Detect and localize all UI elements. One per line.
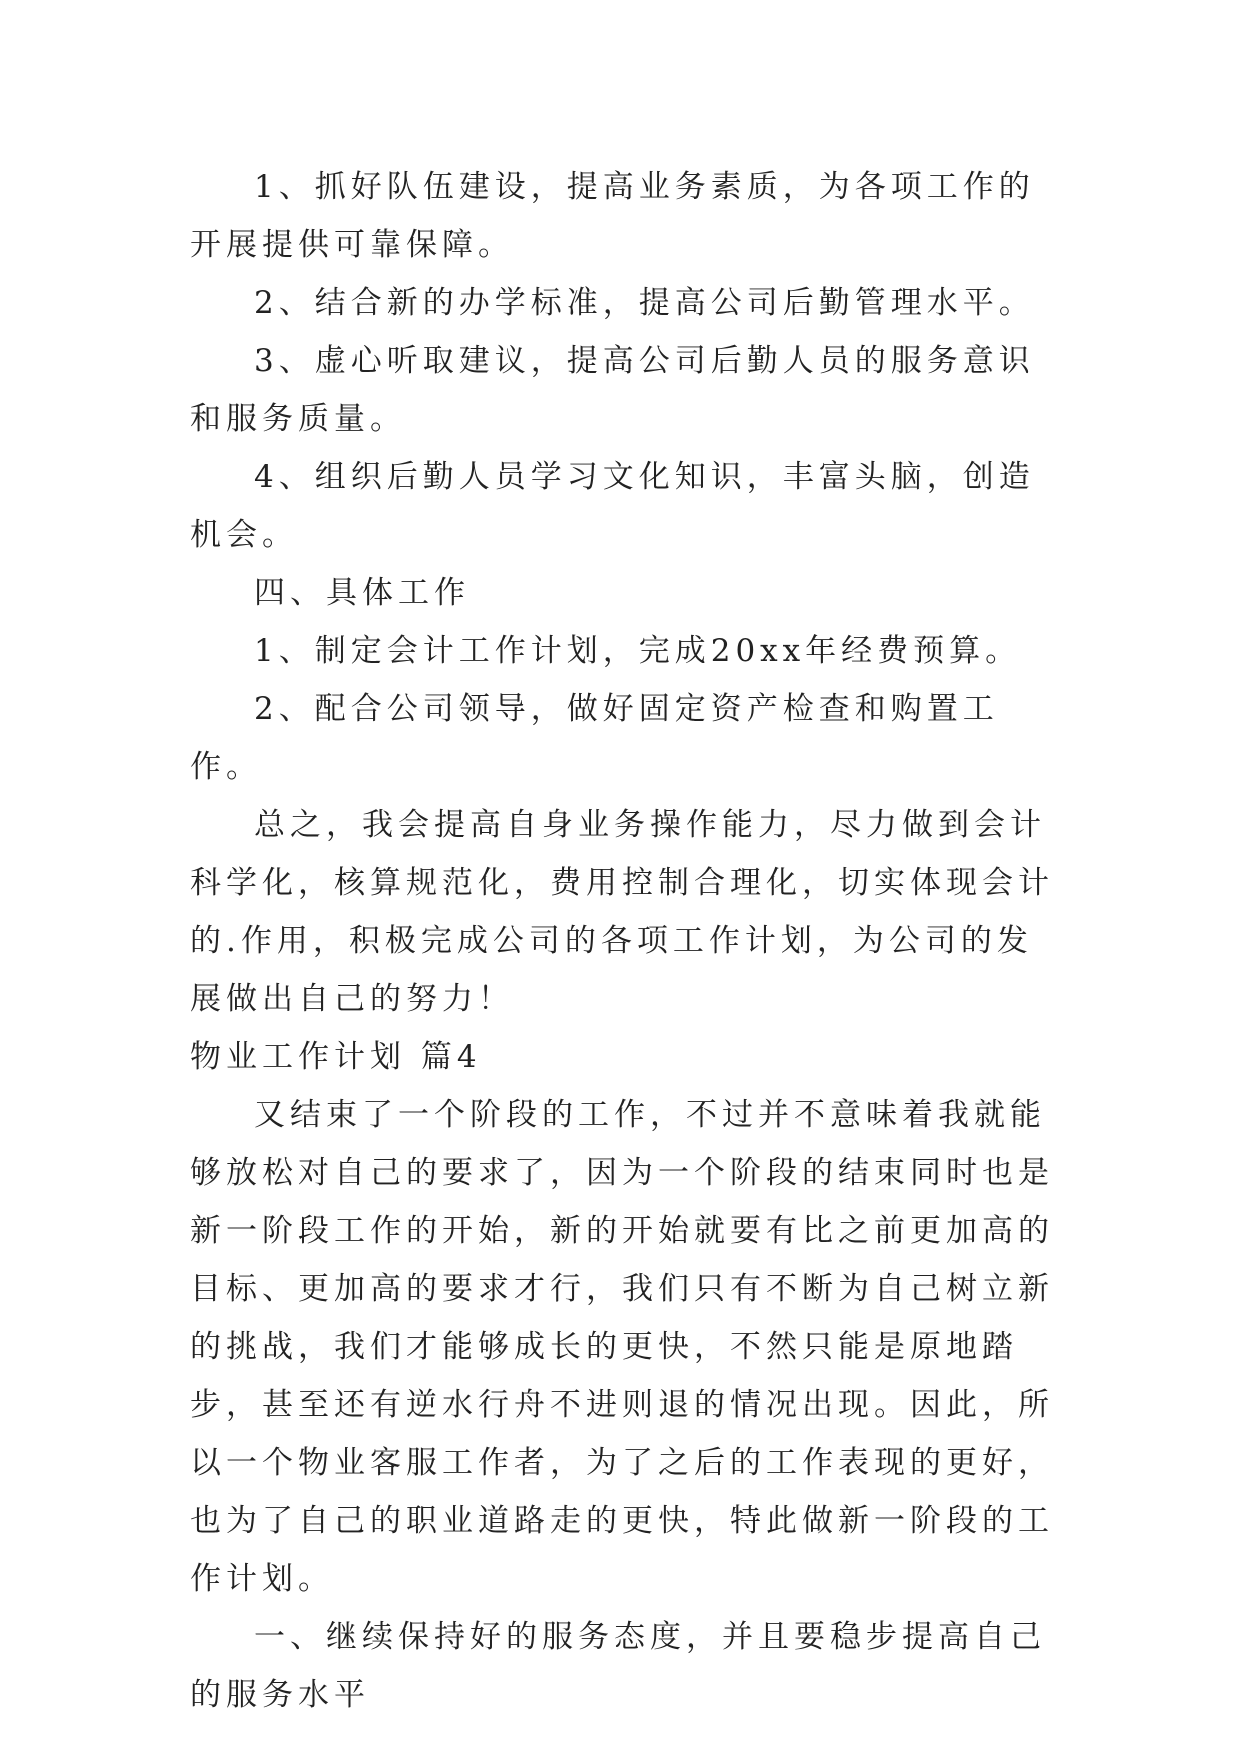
paragraph-team-building: 1、抓好队伍建设，提高业务素质，为各项工作的开展提供可靠保障。 — [190, 169, 1035, 263]
article-title: 物业工作计划 篇4 — [190, 1039, 482, 1075]
paragraph-accounting-plan: 1、制定会计工作计划，完成20xx年经费预算。 — [254, 633, 1022, 669]
paragraph-service-attitude: 一、继续保持好的服务态度，并且要稳步提高自己的服务水平 — [190, 1619, 1046, 1713]
section-heading-specific-work: 四、具体工作 — [254, 575, 470, 611]
paragraph-introduction: 又结束了一个阶段的工作，不过并不意味着我就能够放松对自己的要求了，因为一个阶段的结束同时也是新一阶段工作的开始，新的开始就要有比之前更加高的目标、更加高的要求才行，我们只有不断为自己树立新的挑战，我们才能够成长的更快，不然只能是原地踏步，甚至还有逆水行舟不进则退的情况出现。因此，所以一个物业客服工作者，为了之后的工作表现的更好，也为了自己的职业道路走的更快，特此做新一阶段的工作计划。 — [190, 1097, 1054, 1597]
paragraph-fixed-assets: 2、配合公司领导，做好固定资产检查和购置工作。 — [190, 691, 999, 785]
paragraph-conclusion: 总之，我会提高自身业务操作能力，尽力做到会计科学化，核算规范化，费用控制合理化，切实体现会计的.作用，积极完成公司的各项工作计划，为公司的发展做出自己的努力！ — [190, 807, 1054, 1017]
paragraph-service-awareness: 3、虚心听取建议，提高公司后勤人员的服务意识和服务质量。 — [190, 343, 1035, 437]
paragraph-staff-learning: 4、组织后勤人员学习文化知识，丰富头脑，创造机会。 — [190, 459, 1035, 553]
paragraph-management-level: 2、结合新的办学标准，提高公司后勤管理水平。 — [254, 285, 1035, 321]
document-body — [190, 158, 1056, 1724]
